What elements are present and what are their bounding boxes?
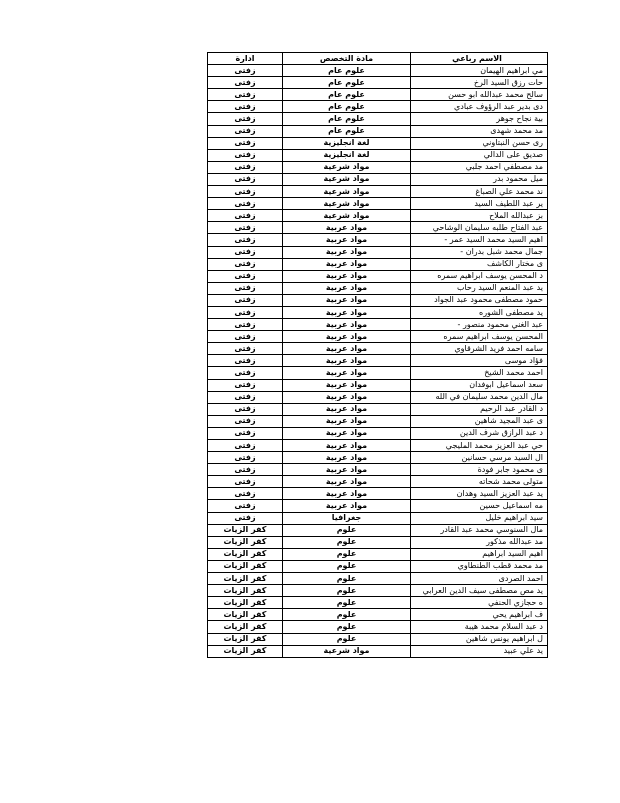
table-row (208, 585, 548, 597)
cell-admin: زفتى (208, 294, 283, 306)
cell-name: مي ابراهيم الهيمان (411, 65, 548, 77)
cell-subject: مواد عربية (283, 476, 411, 488)
cell-subject: مواد شرعية (283, 161, 411, 173)
cell-subject: مواد عربية (283, 355, 411, 367)
cell-admin: زفتى (208, 343, 283, 355)
cell-subject: علوم (283, 560, 411, 572)
table-row (208, 355, 548, 367)
table-row (208, 331, 548, 343)
cell-admin: كفر الزيات (208, 585, 283, 597)
cell-name: ل ابراهيم يونس شاهين (411, 633, 548, 645)
cell-name: يد علي عبيد (411, 645, 548, 657)
table-row (208, 306, 548, 318)
table-row (208, 621, 548, 633)
cell-admin: زفتى (208, 306, 283, 318)
cell-subject: مواد شرعية (283, 186, 411, 198)
table-row (208, 89, 548, 101)
cell-name: ه حجازي الحنفي (411, 597, 548, 609)
table-row (208, 282, 548, 294)
cell-admin: زفتى (208, 77, 283, 89)
cell-admin: كفر الزيات (208, 548, 283, 560)
cell-name: المحسن يوسف ابراهيم سمره (411, 331, 548, 343)
table-row (208, 125, 548, 137)
cell-admin: زفتى (208, 246, 283, 258)
cell-subject: مواد عربية (283, 246, 411, 258)
cell-subject: علوم (283, 536, 411, 548)
cell-name: ند محمد علي الصباغ (411, 186, 548, 198)
table-row (208, 137, 548, 149)
cell-name: احمد الصردى (411, 573, 548, 585)
cell-admin: زفتى (208, 512, 283, 524)
cell-name: مال الدين محمد سليمان في الله (411, 391, 548, 403)
cell-name: مه اسماعيل حسين (411, 500, 548, 512)
cell-admin: زفتى (208, 125, 283, 137)
table-row (208, 234, 548, 246)
cell-subject: مواد عربية (283, 403, 411, 415)
cell-subject: علوم عام (283, 77, 411, 89)
cell-admin: زفتى (208, 270, 283, 282)
cell-admin: زفتى (208, 234, 283, 246)
cell-subject: مواد عربية (283, 500, 411, 512)
cell-name: عبد الفتاح طلبه سليمان الوشاحي (411, 222, 548, 234)
table-row (208, 270, 548, 282)
cell-name: دى بدير عبد الرؤوف عبادي (411, 101, 548, 113)
cell-subject: علوم عام (283, 125, 411, 137)
cell-admin: زفتى (208, 149, 283, 161)
table-row (208, 198, 548, 210)
table-row (208, 343, 548, 355)
table-row (208, 403, 548, 415)
table-row (208, 645, 548, 657)
cell-subject: علوم عام (283, 65, 411, 77)
cell-admin: زفتى (208, 222, 283, 234)
cell-name: فؤاد موسى (411, 355, 548, 367)
cell-subject: علوم (283, 524, 411, 536)
table-header-row (208, 53, 548, 65)
table-row (208, 512, 548, 524)
cell-subject: مواد عربية (283, 440, 411, 452)
cell-admin: زفتى (208, 440, 283, 452)
cell-name: مد محمد قطب الطنطاوي (411, 560, 548, 572)
cell-admin: زفتى (208, 355, 283, 367)
cell-admin: زفتى (208, 379, 283, 391)
table-row (208, 633, 548, 645)
cell-admin: زفتى (208, 452, 283, 464)
table-row (208, 65, 548, 77)
cell-name: ير عبد اللطيف السيد (411, 198, 548, 210)
cell-subject: مواد عربية (283, 343, 411, 355)
table-row (208, 391, 548, 403)
cell-name: د المحسن يوسف ابراهيم سمره (411, 270, 548, 282)
table-row (208, 536, 548, 548)
cell-admin: زفتى (208, 89, 283, 101)
cell-name: ى عبد المجيد شاهين (411, 415, 548, 427)
data-table-container (207, 52, 543, 658)
table-row (208, 573, 548, 585)
cell-admin: زفتى (208, 282, 283, 294)
cell-subject: مواد عربية (283, 270, 411, 282)
table-row (208, 113, 548, 125)
cell-admin: كفر الزيات (208, 633, 283, 645)
cell-admin: زفتى (208, 403, 283, 415)
cell-name: يد عبد العزيز السيد وهدان (411, 488, 548, 500)
table-row (208, 500, 548, 512)
table-row (208, 560, 548, 572)
cell-name: ى محمود جابر فودة (411, 464, 548, 476)
cell-admin: زفتى (208, 161, 283, 173)
cell-name: حي عبد العزيز محمد المليجي (411, 440, 548, 452)
table-row (208, 452, 548, 464)
table-row (208, 246, 548, 258)
cell-admin: زفتى (208, 391, 283, 403)
cell-name: سيد ابراهيم خليل (411, 512, 548, 524)
cell-name: رى حسن النبتاوني (411, 137, 548, 149)
cell-name: اهيم السيد ابراهيم (411, 548, 548, 560)
cell-subject: مواد عربية (283, 319, 411, 331)
cell-name: د عبد الرازق شرف الدين (411, 427, 548, 439)
cell-admin: زفتى (208, 210, 283, 222)
cell-subject: مواد عربية (283, 488, 411, 500)
cell-subject: مواد عربية (283, 391, 411, 403)
cell-name: يد مص مصطفى سيف الدين العرابي (411, 585, 548, 597)
cell-admin: كفر الزيات (208, 645, 283, 657)
cell-name: بز عبدالله الملاح (411, 210, 548, 222)
cell-name: يد مصطفى الشوره (411, 306, 548, 318)
cell-name: حمود مصطفى محمود عبد الجواد (411, 294, 548, 306)
cell-subject: مواد عربية (283, 294, 411, 306)
cell-name: مد عبدالله مذكور (411, 536, 548, 548)
cell-admin: زفتى (208, 331, 283, 343)
cell-subject: لغة انجليزية (283, 149, 411, 161)
table-row (208, 524, 548, 536)
cell-admin: زفتى (208, 319, 283, 331)
table-row (208, 597, 548, 609)
cell-subject: مواد عربية (283, 452, 411, 464)
cell-subject: علوم (283, 621, 411, 633)
cell-subject: مواد عربية (283, 258, 411, 270)
cell-subject: علوم (283, 585, 411, 597)
cell-subject: مواد عربية (283, 234, 411, 246)
cell-admin: كفر الزيات (208, 524, 283, 536)
cell-admin: زفتى (208, 137, 283, 149)
cell-admin: كفر الزيات (208, 609, 283, 621)
table-row (208, 415, 548, 427)
cell-admin: كفر الزيات (208, 560, 283, 572)
cell-name: عبد الغني محمود منصور - (411, 319, 548, 331)
cell-admin: زفتى (208, 427, 283, 439)
cell-subject: علوم عام (283, 113, 411, 125)
cell-subject: جغرافيا (283, 512, 411, 524)
cell-name: يد عبد المنعم السيد رحاب (411, 282, 548, 294)
cell-name: صديق على الدالي (411, 149, 548, 161)
table-row (208, 210, 548, 222)
cell-subject: مواد عربية (283, 222, 411, 234)
cell-admin: زفتى (208, 500, 283, 512)
table-row (208, 222, 548, 234)
cell-admin: زفتى (208, 476, 283, 488)
table-row (208, 440, 548, 452)
cell-name: د القادر عبد الرحيم (411, 403, 548, 415)
table-row (208, 427, 548, 439)
cell-subject: مواد عربية (283, 306, 411, 318)
table-row (208, 173, 548, 185)
table-row (208, 319, 548, 331)
cell-subject: مواد شرعية (283, 173, 411, 185)
cell-admin: زفتى (208, 113, 283, 125)
cell-name: ال السيد مرسي حسانين (411, 452, 548, 464)
cell-subject: مواد شرعية (283, 210, 411, 222)
table-row (208, 367, 548, 379)
cell-subject: علوم عام (283, 89, 411, 101)
table-body (208, 65, 548, 658)
table-row (208, 464, 548, 476)
cell-name: اهيم السيد محمد السيد عمر - (411, 234, 548, 246)
cell-admin: زفتى (208, 65, 283, 77)
cell-name: سعد اسماعيل ابوفدان (411, 379, 548, 391)
cell-name: احمد محمد الشيخ (411, 367, 548, 379)
cell-name: ى مختار الكاشف (411, 258, 548, 270)
cell-name: ف ابراهيم يحي (411, 609, 548, 621)
cell-subject: مواد عربية (283, 282, 411, 294)
cell-admin: كفر الزيات (208, 536, 283, 548)
cell-subject: مواد عربية (283, 415, 411, 427)
cell-subject: مواد عربية (283, 427, 411, 439)
cell-admin: كفر الزيات (208, 597, 283, 609)
cell-name: جمال محمد شبل بدران - (411, 246, 548, 258)
header-subject: مادة التخصص (283, 53, 411, 65)
cell-admin: كفر الزيات (208, 621, 283, 633)
table-row (208, 609, 548, 621)
cell-admin: زفتى (208, 173, 283, 185)
cell-name: مد محمد شهدى (411, 125, 548, 137)
cell-name: متولى محمد شحاته (411, 476, 548, 488)
cell-admin: زفتى (208, 258, 283, 270)
cell-subject: مواد عربية (283, 379, 411, 391)
table-row (208, 149, 548, 161)
cell-admin: كفر الزيات (208, 573, 283, 585)
cell-admin: زفتى (208, 101, 283, 113)
table-row (208, 488, 548, 500)
cell-subject: مواد عربية (283, 464, 411, 476)
cell-subject: مواد عربية (283, 331, 411, 343)
cell-name: مال السنوسي محمد عبد القادر (411, 524, 548, 536)
cell-subject: مواد شرعية (283, 645, 411, 657)
teachers-table (207, 52, 548, 658)
cell-admin: زفتى (208, 198, 283, 210)
cell-subject: لغة انجليزية (283, 137, 411, 149)
table-row (208, 379, 548, 391)
cell-admin: زفتى (208, 464, 283, 476)
table-row (208, 476, 548, 488)
table-row (208, 101, 548, 113)
cell-name: بية نجاح جوهر (411, 113, 548, 125)
cell-name: حات رزق السيد الرخ (411, 77, 548, 89)
cell-name: د عبد السلام محمد هيبة (411, 621, 548, 633)
cell-name: مد مصطفي احمد جلبي (411, 161, 548, 173)
cell-subject: علوم (283, 548, 411, 560)
cell-admin: زفتى (208, 367, 283, 379)
cell-subject: علوم (283, 609, 411, 621)
cell-subject: علوم (283, 633, 411, 645)
table-row (208, 294, 548, 306)
cell-name: سامه احمد فريد الشرقاوي (411, 343, 548, 355)
cell-subject: علوم عام (283, 101, 411, 113)
header-name: الاسم رباعي (411, 53, 548, 65)
cell-subject: علوم (283, 597, 411, 609)
table-row (208, 186, 548, 198)
cell-name: سالح محمد عبدالله ابو حسن (411, 89, 548, 101)
cell-admin: زفتى (208, 488, 283, 500)
table-row (208, 161, 548, 173)
cell-name: ميل محمود بدر (411, 173, 548, 185)
table-row (208, 258, 548, 270)
cell-subject: علوم (283, 573, 411, 585)
cell-admin: زفتى (208, 415, 283, 427)
table-row (208, 77, 548, 89)
cell-admin: زفتى (208, 186, 283, 198)
cell-subject: مواد شرعية (283, 198, 411, 210)
table-row (208, 548, 548, 560)
cell-subject: مواد عربية (283, 367, 411, 379)
header-admin: ادارة (208, 53, 283, 65)
